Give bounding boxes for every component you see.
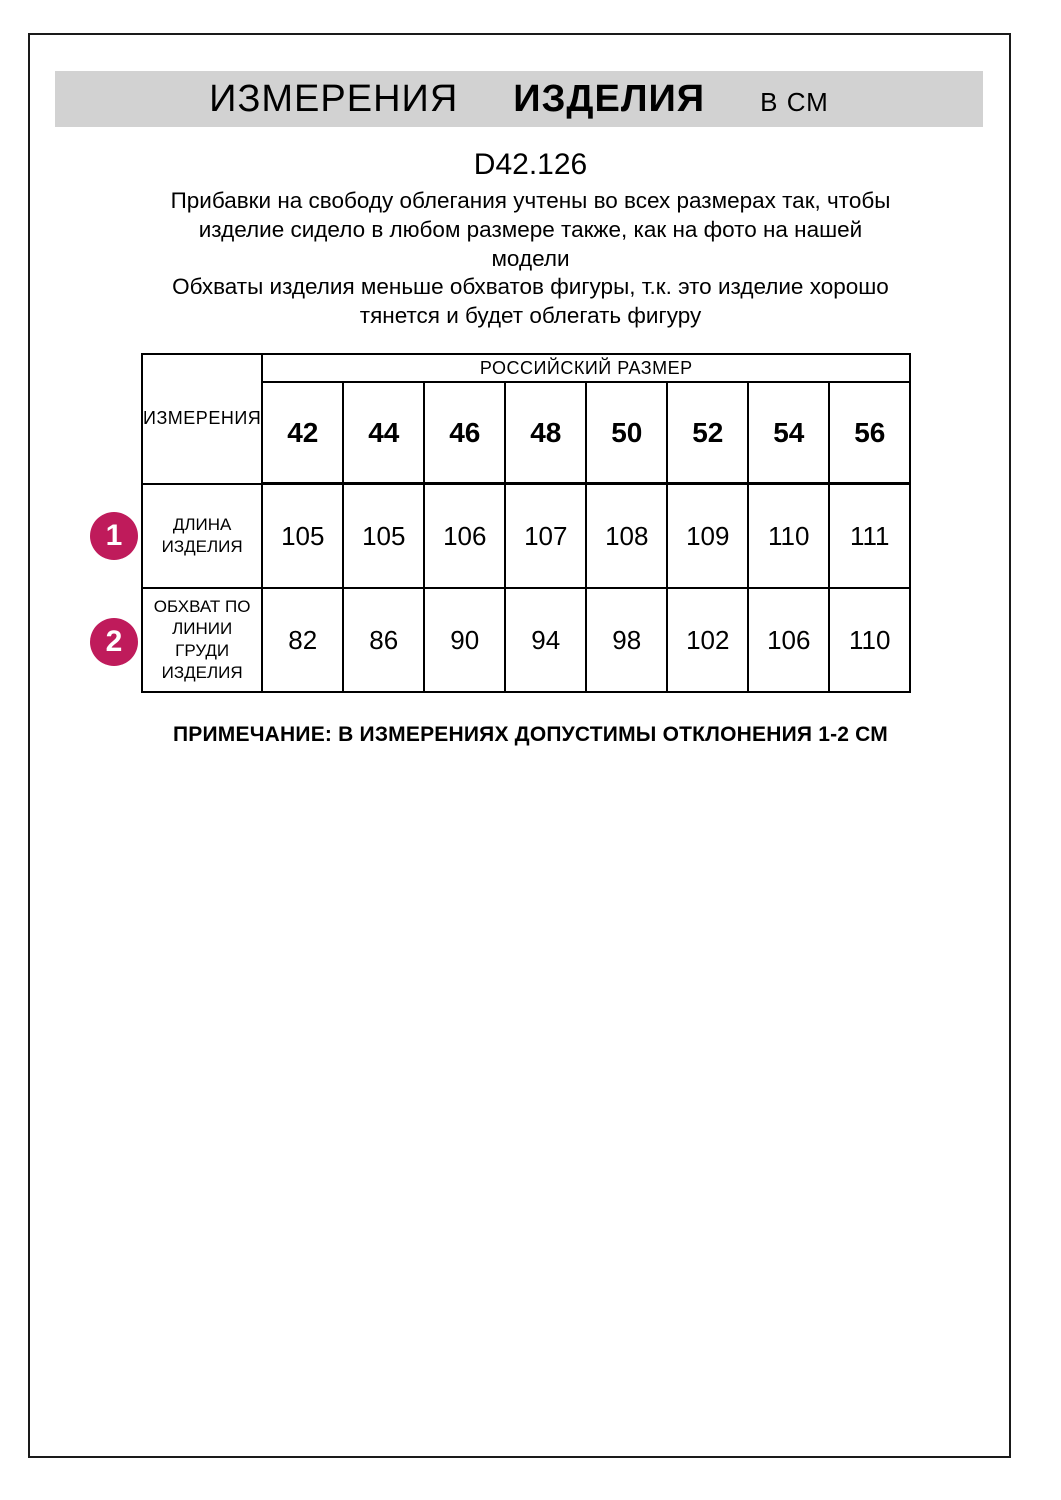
length-value-44: 105 [343,484,424,589]
chest-value-46: 90 [424,588,505,692]
chest-value-50: 98 [586,588,667,692]
title-word-measurements: ИЗМЕРЕНИЯ [209,78,459,120]
fit-note-paragraph [0,186,1061,273]
length-value-50: 108 [586,484,667,589]
measurements-column-header: ИЗМЕРЕНИЯ [142,354,262,484]
fit-note-line: модели [491,246,570,271]
size-header-48: 48 [505,382,586,484]
size-header-46: 46 [424,382,505,484]
length-value-54: 110 [748,484,829,589]
product-code: D42.126 [473,148,588,181]
row-label-line: ДЛИНА [172,514,232,534]
size-header-50: 50 [586,382,667,484]
title-word-product: ИЗДЕЛИЯ [513,78,706,120]
length-value-52: 109 [667,484,748,589]
size-chart-table [141,353,911,693]
size-header-52: 52 [667,382,748,484]
fit-note-line: Прибавки на свободу облегания учтены во всех размерах так, чтобы [170,188,891,213]
stretch-note-paragraph [0,272,1061,330]
chest-value-44: 86 [343,588,424,692]
title-bar [55,71,983,127]
row-label-line: ИЗДЕЛИЯ [161,536,243,556]
chest-value-42: 82 [262,588,343,692]
size-header-44: 44 [343,382,424,484]
length-value-56: 111 [829,484,910,589]
chest-value-52: 102 [667,588,748,692]
title-unit-cm: В СМ [760,87,829,117]
length-value-48: 107 [505,484,586,589]
size-header-56: 56 [829,382,910,484]
row-label-length [142,484,262,589]
table-row [142,354,910,382]
chest-value-56: 110 [829,588,910,692]
size-header-54: 54 [748,382,829,484]
row-label-line: ИЗДЕЛИЯ [161,663,243,682]
chest-value-48: 94 [505,588,586,692]
row-number-badge-1: 1 [90,512,138,560]
size-header-42: 42 [262,382,343,484]
table-row-length [142,484,910,589]
fit-note-line: изделие сидело в любом размере также, как на фото на нашей [198,217,863,242]
row-label-line: ОБХВАТ ПО [153,597,251,616]
stretch-note-line: тянется и будет облегать фигуру [359,303,702,328]
row-number-badge-2: 2 [90,618,138,666]
tolerance-note: ПРИМЕЧАНИЕ: В ИЗМЕРЕНИЯХ ДОПУСТИМЫ ОТКЛОНЕНИЯ 1-2 СМ [173,723,888,746]
table-row-chest [142,588,910,692]
length-value-46: 106 [424,484,505,589]
stretch-note-line: Обхваты изделия меньше обхватов фигуры, т.к. это изделие хорошо [172,274,889,299]
row-label-line: ЛИНИИ ГРУДИ [172,619,233,660]
length-value-42: 105 [262,484,343,589]
russian-size-group-header: РОССИЙСКИЙ РАЗМЕР [262,354,910,382]
row-label-chest [142,588,262,692]
chest-value-54: 106 [748,588,829,692]
